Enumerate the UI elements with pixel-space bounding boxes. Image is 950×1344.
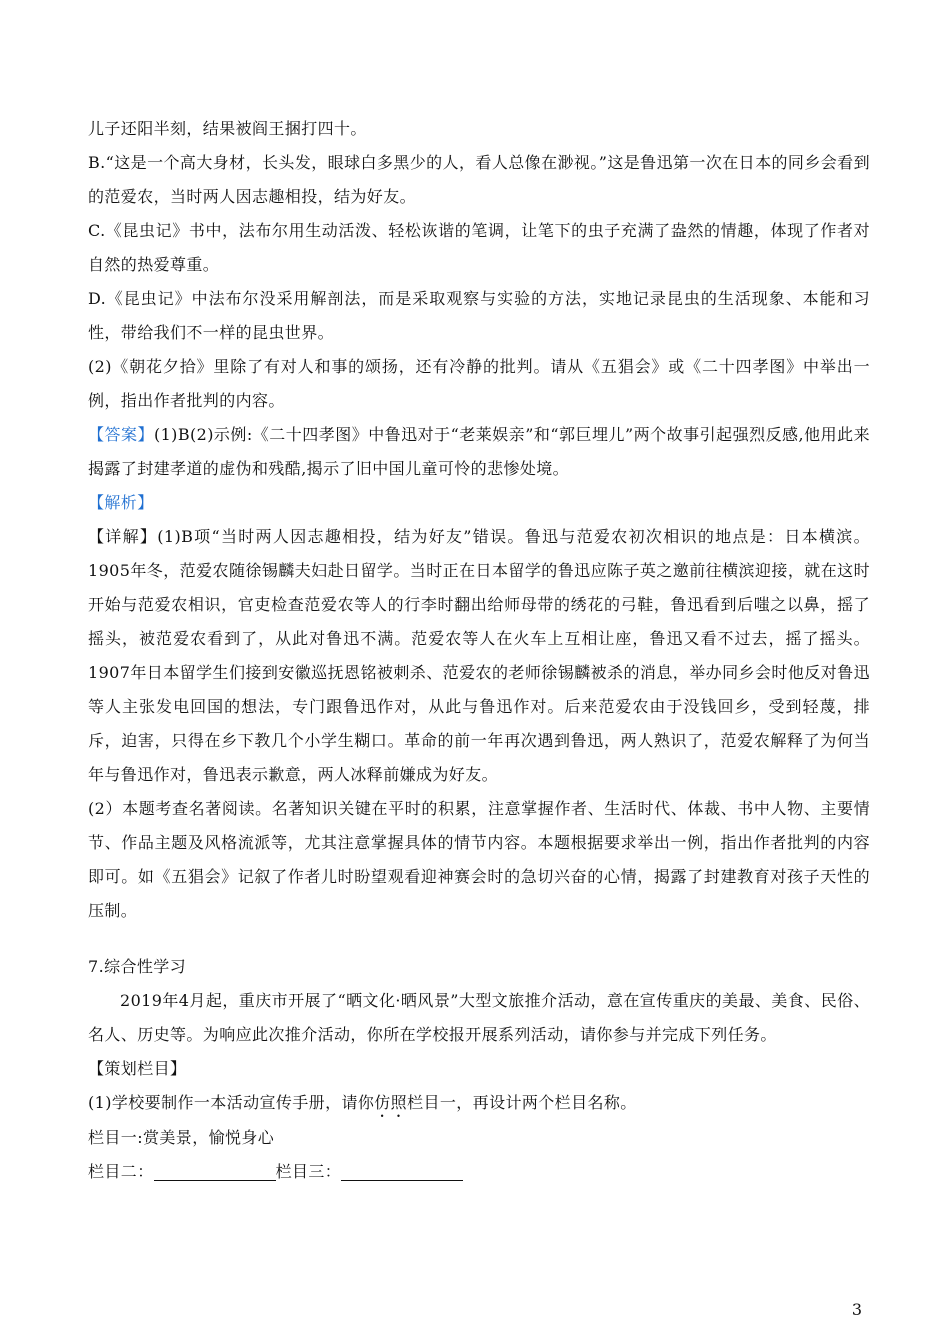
option-c: C.《昆虫记》书中，法布尔用生动活泼、轻松诙谐的笔调，让笔下的虫子充满了盎然的情趣，体现了作者对自然的热爱尊重。 xyxy=(88,221,870,274)
detail-text-1: (1)B项“当时两人因志趣相投，结为好友”错误。鲁迅与范爱农初次相识的地点是：日本横滨。1905年冬，范爱农随徐锡麟夫妇赴日留学。当时正在日本留学的鲁迅应陈子英之邀前往横滨迎接，就在这时开始与范爱农相识，官吏检查范爱农等人的行李时翻出给师母带的绣花的弓鞋，鲁迅看到后嗤之以鼻，摇了摇头，被范爱农看到了，从此对鲁迅不满。范爱农等人在火车上互相让座，鲁迅又看不过去，摇了摇头。1907年日本留学生们接到安徽巡抚恩铭被刺杀、范爱农的老师徐锡麟被杀的消息，举办同乡会时他反对鲁迅等人主张发电回国的想法，专门跟鲁迅作对，从此与鲁迅作对。后来范爱农由于没钱回乡，受到轻蔑，排斥，迫害，只得在乡下教几个小学生糊口。革命的前一年再次遇到鲁迅，两人熟识了，范爱农解释了为何当年与鲁迅作对，鲁迅表示歉意，两人冰释前嫌成为好友。 xyxy=(88,527,870,784)
detail-paragraph-2: (2）本题考查名著阅读。名著知识关键在平时的积累，注意掌握作者、生活时代、体裁、书中人物、主要情节、作品主题及风格流派等，尤其注意掌握具体的情节内容。本题根据要求举出一例，指出作者批判的内容即可。如《五猖会》记叙了作者儿时盼望观看迎神赛会时的急切兴奋的心情，揭露了封建教育对孩子天性的压制。 xyxy=(88,799,870,920)
analysis-tag: 【解析】 xyxy=(88,493,154,512)
answer-paragraph xyxy=(88,418,870,486)
column-2-blank[interactable] xyxy=(154,1162,276,1181)
detail-tag: 【详解】 xyxy=(88,527,158,546)
section-gap xyxy=(88,928,870,950)
text-line-continuation: 儿子还阳半刻，结果被阎王捆打四十。 xyxy=(88,119,367,138)
option-b: B.“这是一个高大身材，长头发，眼球白多黑少的人，看人总像在渺视。”这是鲁迅第一次在日本的同乡会看到的范爱农，当时两人因志趣相投，结为好友。 xyxy=(88,153,870,206)
answer-text: (1)B(2)示例:《二十四孝图》中鲁迅对于“老莱娱亲”和“郭巨埋儿”两个故事引起强烈反感,他用此来揭露了封建孝道的虚伪和残酷,揭示了旧中国儿童可怜的悲惨处境。 xyxy=(88,425,870,478)
question-2: (2)《朝花夕拾》里除了有对人和事的颂扬，还有冷静的批判。请从《五猖会》或《二十四孝图》中举出一例，指出作者批判的内容。 xyxy=(88,357,870,410)
answer-tag: 【答案】 xyxy=(88,425,154,444)
q1-text-before: (1)学校要制作一本活动宣传手册，请你 xyxy=(88,1093,375,1112)
document-page xyxy=(88,112,870,1189)
columns-2-3 xyxy=(88,1155,870,1189)
page-number: 3 xyxy=(851,1300,862,1319)
detail-paragraph-1 xyxy=(88,520,870,792)
q1-text-after: 栏目一，再设计两个栏目名称。 xyxy=(407,1093,637,1112)
section-heading: 【策划栏目】 xyxy=(88,1059,187,1078)
question-7-intro: 2019年4月起，重庆市开展了“晒文化·晒风景”大型文旅推介活动，意在宣传重庆的美最、美食、民俗、名人、历史等。为响应此次推介活动，你所在学校报开展系列活动，请你参与并完成下列任务。 xyxy=(88,991,870,1044)
column-3-blank[interactable] xyxy=(341,1162,463,1181)
column-2-label: 栏目二： xyxy=(88,1162,154,1181)
analysis-heading xyxy=(88,486,870,520)
question-7-title: 7.综合性学习 xyxy=(88,957,187,976)
column-1: 栏目一:赏美景，愉悦身心 xyxy=(88,1128,275,1147)
column-3-label: 栏目三： xyxy=(275,1162,342,1181)
q1-emphasis: 仿照 xyxy=(374,1093,408,1112)
option-d: D.《昆虫记》中法布尔没采用解剖法，而是采取观察与实验的方法，实地记录昆虫的生活现象、本能和习性，带给我们不一样的昆虫世界。 xyxy=(88,289,870,342)
question-7-1 xyxy=(88,1086,870,1121)
